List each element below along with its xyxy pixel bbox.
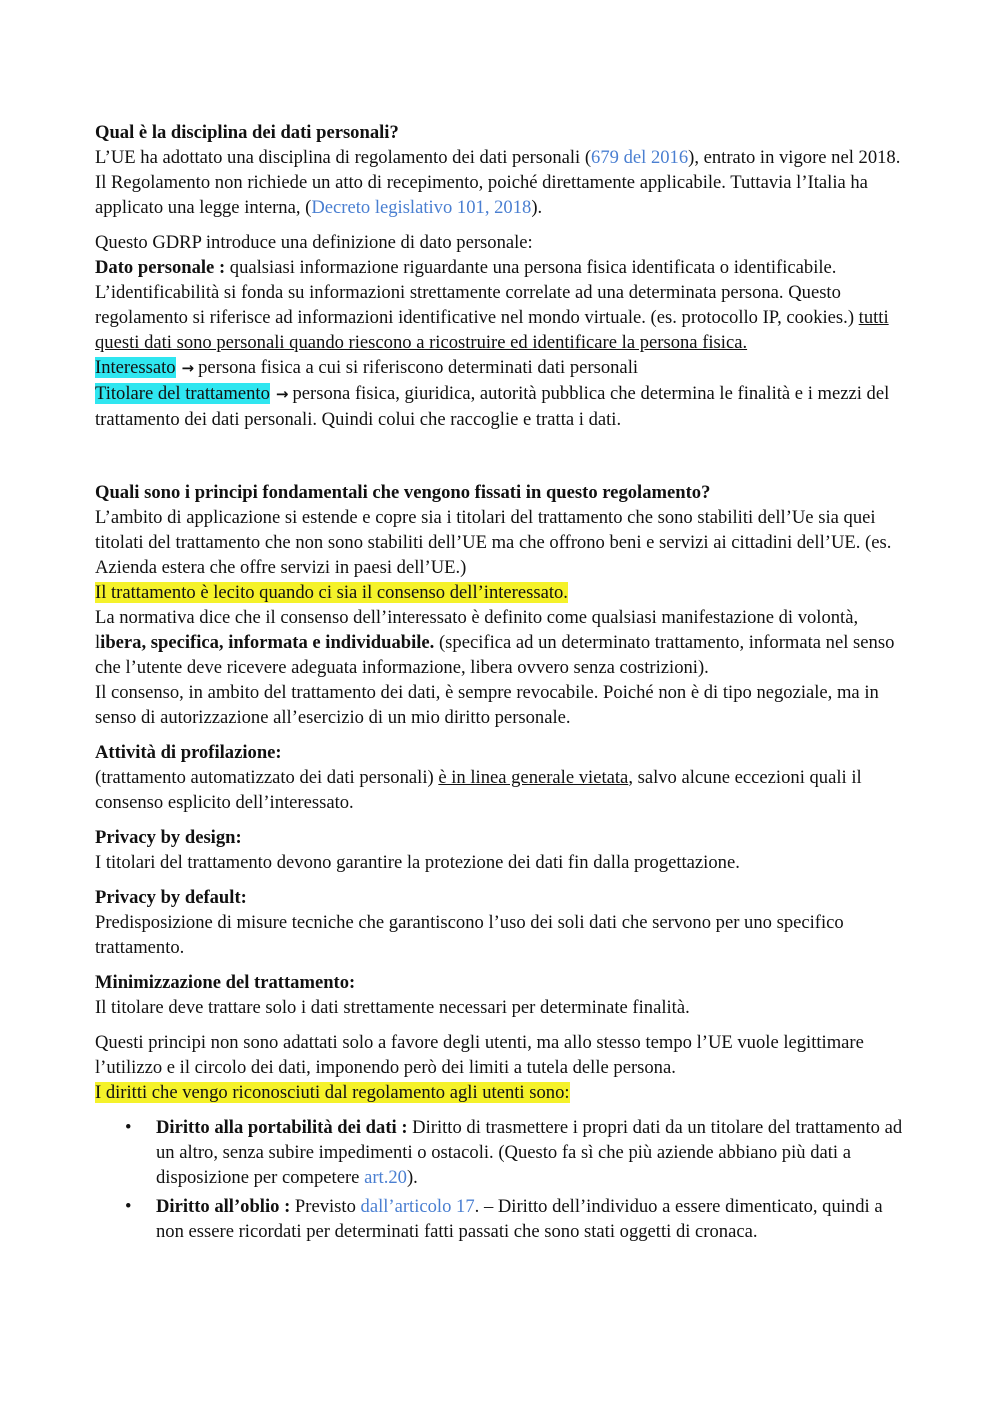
definition-paragraph: Dato personale : qualsiasi informazione riguardante una persona fisica identificata o identificabile. L’identificabilità si fonda su informazioni strettamente correlate ad una determinata persona. Questo regolamento si riferisce ad informazioni identificative nel mondo virtuale. (es. protocollo IP, cookies.) tutti questi dati sono personali quando riescono a ricostruire ed identificare la persona fisica. (95, 257, 889, 353)
list-item: • Diritto all’oblio : Previsto dall’articolo 17. – Diritto dell’individuo a essere dimenticato, quindi a non essere ricordati per determinati fatti passati che sono stati oggetti di cronaca. (125, 1196, 883, 1242)
highlighted-term: Interessato (95, 357, 176, 378)
link-articolo-17[interactable]: dall’articolo 17 (360, 1196, 475, 1217)
link-regulation-679[interactable]: 679 del 2016 (591, 147, 689, 168)
document-page (95, 120, 910, 1248)
arrow-right-icon: → (275, 385, 289, 403)
subsection-title: Attività di profilazione: (95, 742, 282, 763)
highlight-line: Il trattamento è lecito quando ci sia il consenso dell’interessato. (95, 582, 568, 603)
highlight-line: I diritti che vengo riconosciuti dal regolamento agli utenti sono: (95, 1082, 570, 1103)
paragraph: Il titolare deve trattare solo i dati strettamente necessari per determinate finalità. (95, 997, 690, 1018)
interessato-line: Interessato → persona fisica a cui si riferiscono determinati dati personali (95, 357, 639, 378)
paragraph: Questi principi non sono adattati solo a favore degli utenti, ma allo stesso tempo l’UE vuole legittimare l’utilizzo e il circolo dei dati, imponendo però dei limiti a tutela delle persona. (95, 1032, 864, 1078)
paragraph: Il consenso, in ambito del trattamento dei dati, è sempre revocabile. Poiché non è di tipo negoziale, ma in senso di autorizzazione all’esercizio di un mio diritto personale. (95, 682, 879, 728)
paragraph: L’UE ha adottato una disciplina di regolamento dei dati personali (679 del 2016), entrato in vigore nel 2018. Il Regolamento non richiede un atto di recepimento, poiché direttamente applicabile. Tuttavia l’Italia ha applicato una legge interna, (Decreto legislativo 101, 2018). (95, 147, 901, 218)
bullet-icon: • (125, 1117, 132, 1138)
paragraph: Predisposizione di misure tecniche che garantiscono l’uso dei soli dati che servono per uno specifico trattamento. (95, 912, 844, 958)
section-title: Qual è la disciplina dei dati personali? (95, 122, 399, 143)
link-art-20[interactable]: art.20 (364, 1167, 407, 1188)
titolare-line: Titolare del trattamento → persona fisica, giuridica, autorità pubblica che determina le finalità e i mezzi del trattamento dei dati personali. Quindi colui che raccoglie e tratta i dati. (95, 383, 890, 430)
paragraph: I titolari del trattamento devono garantire la protezione dei dati fin dalla progettazione. (95, 852, 740, 873)
link-decreto-101[interactable]: Decreto legislativo 101, 2018 (311, 197, 532, 218)
paragraph: Questo GDRP introduce una definizione di dato personale: (95, 232, 533, 253)
section-title: Quali sono i principi fondamentali che vengono fissati in questo regolamento? (95, 482, 711, 503)
paragraph: La normativa dice che il consenso dell’interessato è definito come qualsiasi manifestazione di volontà, libera, specifica, informata e individuabile. (specifica ad un determinato trattamento, informata nel senso che l’utente deve ricevere adeguata informazione, libera ovvero senza costrizioni). (95, 607, 895, 678)
bullet-icon: • (125, 1196, 132, 1217)
list-item: • Diritto alla portabilità dei dati : Diritto di trasmettere i propri dati da un titolare del trattamento ad un altro, senza subire impedimenti o ostacoli. (Questo fa sì che più aziende abbiano più dati a disposizione per competere art.20). (125, 1117, 903, 1188)
highlighted-term: Titolare del trattamento (95, 383, 270, 404)
subsection-title: Privacy by design: (95, 827, 242, 848)
subsection-title: Minimizzazione del trattamento: (95, 972, 356, 993)
subsection-title: Privacy by default: (95, 887, 247, 908)
paragraph: L’ambito di applicazione si estende e copre sia i titolari del trattamento che sono stabiliti dell’Ue sia quei titolati del trattamento che non sono stabiliti dell’UE ma che offrono beni e servizi ai cittadini dell’UE. (es. Azienda estera che offre servizi in paesi dell’UE.) (95, 507, 892, 578)
rights-list (95, 1115, 910, 1244)
paragraph: (trattamento automatizzato dei dati personali) è in linea generale vietata, salvo alcune eccezioni quali il consenso esplicito dell’interessato. (95, 767, 862, 813)
arrow-right-icon: → (181, 359, 195, 377)
